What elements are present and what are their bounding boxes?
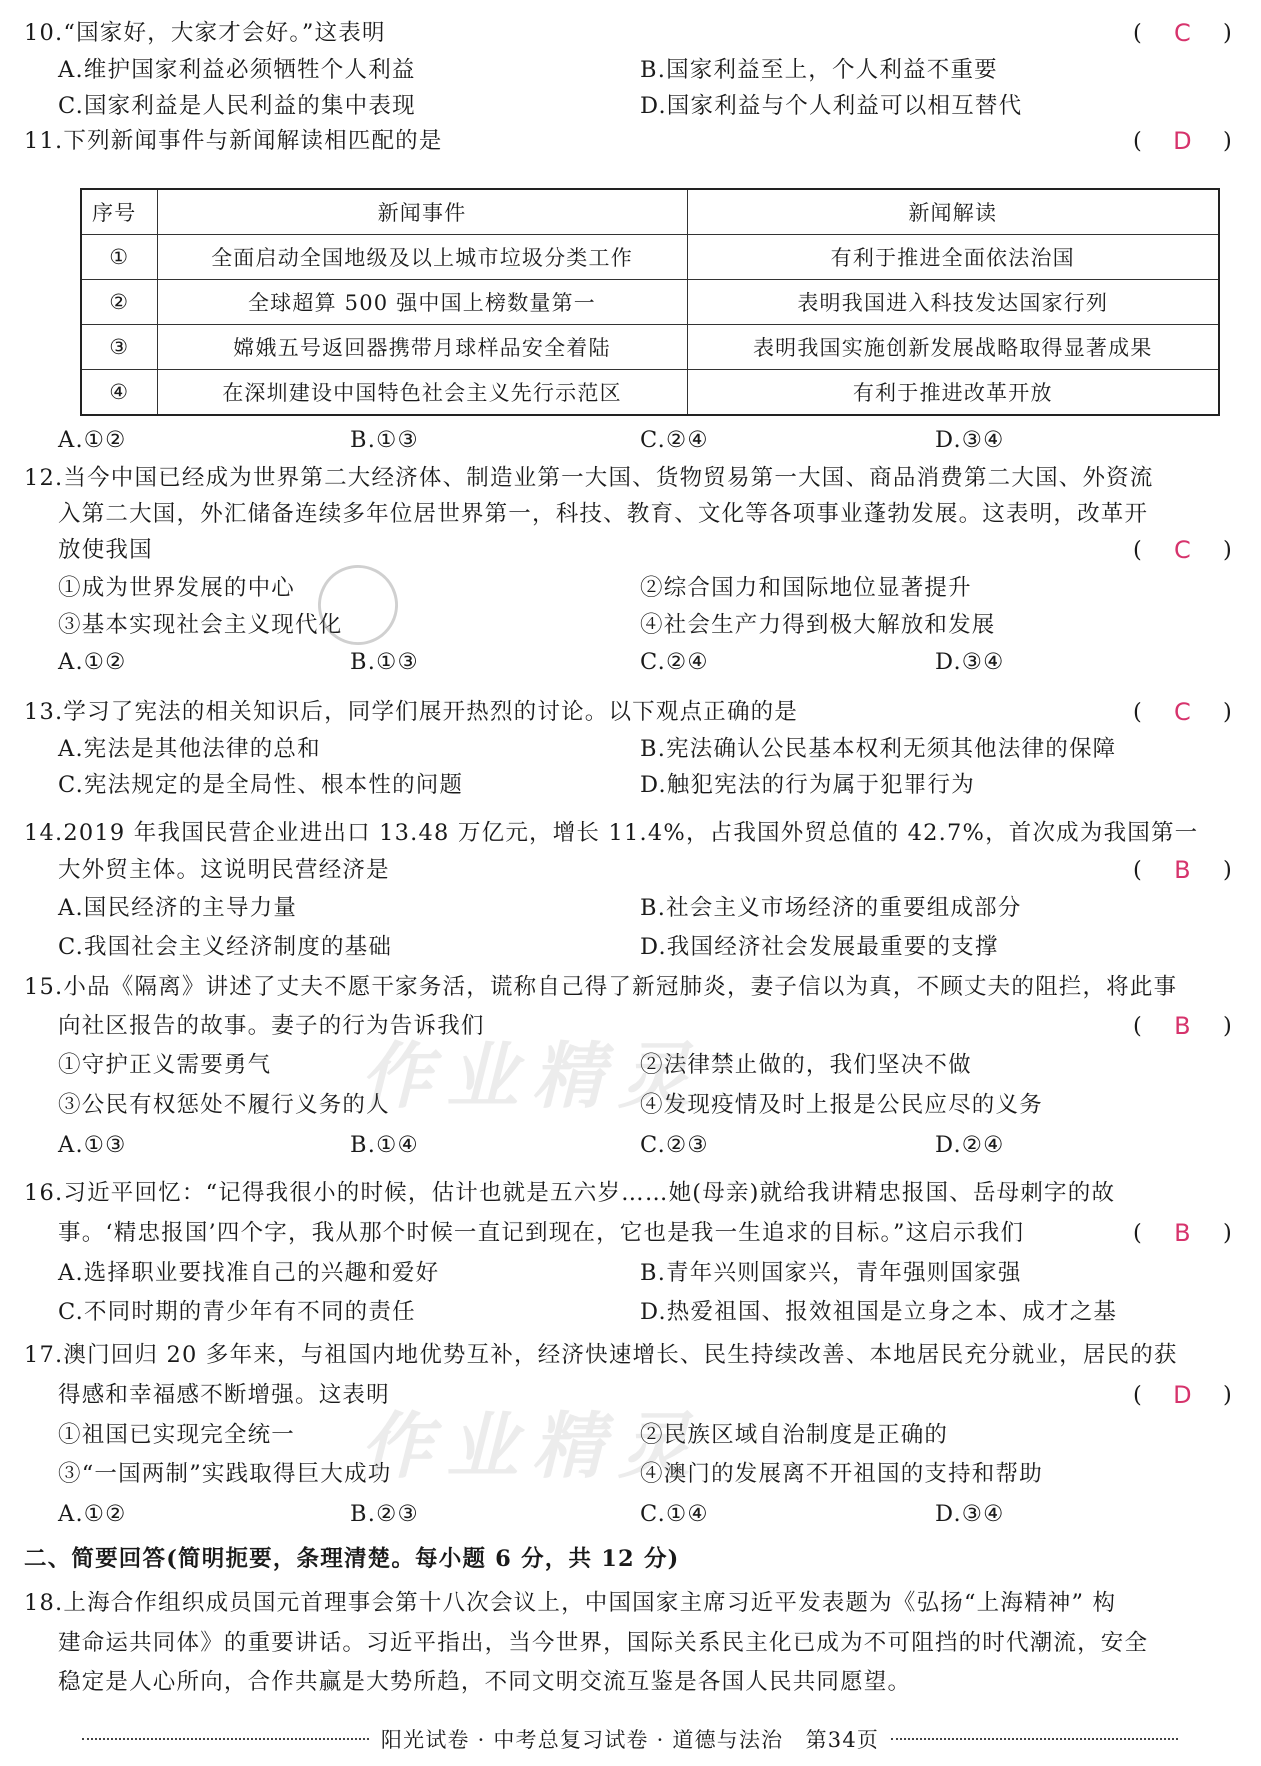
q16-option-c: C.不同时期的青少年有不同的责任 bbox=[58, 1299, 416, 1325]
row-index: ④ bbox=[81, 370, 157, 416]
q14-option-c: C.我国社会主义经济制度的基础 bbox=[58, 934, 393, 960]
table-row bbox=[81, 325, 1219, 370]
row-event: 全面启动全国地级及以上城市垃圾分类工作 bbox=[157, 235, 687, 280]
row-interpretation: 有利于推进改革开放 bbox=[687, 370, 1219, 416]
q12-line-2: 入第二大国，外汇储备连续多年位居世界第一，科技、教育、文化等各项事业蓬勃发展。这表明，改革开 bbox=[58, 501, 1149, 527]
q16-line-1: 16.习近平回忆：“记得我很小的时候，估计也就是五六岁……她(母亲)就给我讲精忠报国、岳母刺字的故 bbox=[24, 1180, 1116, 1206]
q15-option-a: A.①③ bbox=[58, 1132, 127, 1158]
q12-line-1: 12.当今中国已经成为世界第二大经济体、制造业第一大国、货物贸易第一大国、商品消费第二大国、外资流 bbox=[24, 465, 1154, 491]
q12-line-3: 放使我国 bbox=[58, 537, 153, 563]
row-event: 嫦娥五号返回器携带月球样品安全着陆 bbox=[157, 325, 687, 370]
q15-option-d: D.②④ bbox=[935, 1132, 1005, 1158]
q11-answer: ( D ) bbox=[1133, 127, 1233, 155]
footer-dots-right bbox=[891, 1738, 1178, 1740]
q14-answer: ( B ) bbox=[1133, 856, 1233, 884]
footer-dots-left bbox=[82, 1738, 369, 1740]
q10-stem: 10.“国家好，大家才会好。”这表明 bbox=[24, 20, 386, 46]
q15-answer: ( B ) bbox=[1133, 1012, 1233, 1040]
footer-text: 阳光试卷 · 中考总复习试卷 · 道德与法治 第34页 bbox=[380, 1728, 880, 1752]
q12-item-3: ③基本实现社会主义现代化 bbox=[58, 612, 343, 638]
q17-item-2: ②民族区域自治制度是正确的 bbox=[640, 1422, 949, 1448]
q11-option-d: D.③④ bbox=[935, 427, 1005, 453]
q15-item-1: ①守护正义需要勇气 bbox=[58, 1052, 272, 1078]
q11-stem: 11.下列新闻事件与新闻解读相匹配的是 bbox=[24, 128, 443, 154]
q10-answer: ( C ) bbox=[1133, 19, 1233, 47]
q18-line-2: 建命运共同体》的重要讲话。习近平指出，当今世界，国际关系民主化已成为不可阻挡的时代潮流，安全 bbox=[58, 1630, 1149, 1656]
q12-option-d: D.③④ bbox=[935, 649, 1005, 675]
watermark: 作业精灵 bbox=[360, 1033, 705, 1118]
q18-line-1: 18.上海合作组织成员国元首理事会第十八次会议上，中国国家主席习近平发表题为《弘扬“上海精神” 构 bbox=[24, 1590, 1117, 1616]
q17-line-1: 17.澳门回归 20 多年来，与祖国内地优势互补，经济快速增长、民生持续改善、本地居民充分就业，居民的获 bbox=[24, 1342, 1178, 1368]
row-index: ① bbox=[81, 235, 157, 280]
q13-option-c: C.宪法规定的是全局性、根本性的问题 bbox=[58, 772, 464, 798]
q11-option-b: B.①③ bbox=[350, 427, 419, 453]
q13-option-b: B.宪法确认公民基本权利无须其他法律的保障 bbox=[640, 736, 1117, 762]
q16-option-b: B.青年兴则国家兴，青年强则国家强 bbox=[640, 1260, 1022, 1286]
q10-option-a: A.维护国家利益必须牺牲个人利益 bbox=[58, 57, 416, 83]
page-footer bbox=[70, 1724, 1190, 1754]
header-interpretation: 新闻解读 bbox=[687, 189, 1219, 235]
q14-option-a: A.国民经济的主导力量 bbox=[58, 895, 298, 921]
q15-line-1: 15.小品《隔离》讲述了丈夫不愿干家务活，谎称自己得了新冠肺炎，妻子信以为真，不顾丈夫的阻拦，将此事 bbox=[24, 974, 1178, 1000]
q10-option-c: C.国家利益是人民利益的集中表现 bbox=[58, 93, 416, 119]
news-table bbox=[80, 188, 1220, 416]
table-header-row bbox=[81, 189, 1219, 235]
row-index: ② bbox=[81, 280, 157, 325]
q12-item-1: ①成为世界发展的中心 bbox=[58, 575, 296, 601]
row-event: 在深圳建设中国特色社会主义先行示范区 bbox=[157, 370, 687, 416]
table-row bbox=[81, 370, 1219, 416]
q10-option-d: D.国家利益与个人利益可以相互替代 bbox=[640, 93, 1023, 119]
q16-option-a: A.选择职业要找准自己的兴趣和爱好 bbox=[58, 1260, 440, 1286]
q17-line-2: 得感和幸福感不断增强。这表明 bbox=[58, 1382, 390, 1408]
q12-item-2: ②综合国力和国际地位显著提升 bbox=[640, 575, 972, 601]
q17-answer: ( D ) bbox=[1133, 1381, 1233, 1409]
q15-line-2: 向社区报告的故事。妻子的行为告诉我们 bbox=[58, 1013, 485, 1039]
row-interpretation: 表明我国进入科技发达国家行列 bbox=[687, 280, 1219, 325]
q17-option-d: D.③④ bbox=[935, 1501, 1005, 1527]
q17-item-4: ④澳门的发展离不开祖国的支持和帮助 bbox=[640, 1461, 1043, 1487]
q10-option-b: B.国家利益至上，个人利益不重要 bbox=[640, 57, 998, 83]
q18-line-3: 稳定是人心所向，合作共赢是大势所趋，不同文明交流互鉴是各国人民共同愿望。 bbox=[58, 1669, 912, 1695]
q12-answer: ( C ) bbox=[1133, 536, 1233, 564]
q12-option-c: C.②④ bbox=[640, 649, 709, 675]
q12-option-b: B.①③ bbox=[350, 649, 419, 675]
q14-option-d: D.我国经济社会发展最重要的支撑 bbox=[640, 934, 999, 960]
watermark: 作业精灵 bbox=[360, 1403, 705, 1488]
table-row bbox=[81, 280, 1219, 325]
section-heading: 二、简要回答(简明扼要，条理清楚。每小题 6 分，共 12 分) bbox=[24, 1546, 680, 1572]
header-event: 新闻事件 bbox=[157, 189, 687, 235]
row-index: ③ bbox=[81, 325, 157, 370]
q15-item-4: ④发现疫情及时上报是公民应尽的义务 bbox=[640, 1092, 1043, 1118]
q14-line-2: 大外贸主体。这说明民营经济是 bbox=[58, 857, 390, 883]
row-interpretation: 表明我国实施创新发展战略取得显著成果 bbox=[687, 325, 1219, 370]
row-interpretation: 有利于推进全面依法治国 bbox=[687, 235, 1219, 280]
q15-item-3: ③公民有权惩处不履行义务的人 bbox=[58, 1092, 390, 1118]
q11-option-c: C.②④ bbox=[640, 427, 709, 453]
q13-option-d: D.触犯宪法的行为属于犯罪行为 bbox=[640, 772, 975, 798]
q15-item-2: ②法律禁止做的，我们坚决不做 bbox=[640, 1052, 972, 1078]
q17-option-c: C.①④ bbox=[640, 1501, 709, 1527]
q12-option-a: A.①② bbox=[58, 649, 127, 675]
q16-answer: ( B ) bbox=[1133, 1219, 1233, 1247]
q16-option-d: D.热爱祖国、报效祖国是立身之本、成才之基 bbox=[640, 1299, 1118, 1325]
q13-stem: 13.学习了宪法的相关知识后，同学们展开热烈的讨论。以下观点正确的是 bbox=[24, 699, 799, 725]
q13-option-a: A.宪法是其他法律的总和 bbox=[58, 736, 321, 762]
header-index: 序号 bbox=[81, 189, 157, 235]
q17-option-a: A.①② bbox=[58, 1501, 127, 1527]
q15-option-c: C.②③ bbox=[640, 1132, 709, 1158]
q16-line-2: 事。‘精忠报国’四个字，我从那个时候一直记到现在，它也是我一生追求的目标。”这启示我们 bbox=[58, 1220, 1025, 1246]
q12-item-4: ④社会生产力得到极大解放和发展 bbox=[640, 612, 996, 638]
q14-option-b: B.社会主义市场经济的重要组成部分 bbox=[640, 895, 1022, 921]
q17-option-b: B.②③ bbox=[350, 1501, 419, 1527]
watermark-stamp-icon bbox=[308, 555, 409, 656]
q15-option-b: B.①④ bbox=[350, 1132, 419, 1158]
q14-line-1: 14.2019 年我国民营企业进出口 13.48 万亿元，增长 11.4%，占我国外贸总值的 42.7%，首次成为我国第一 bbox=[24, 820, 1199, 846]
table-row bbox=[81, 235, 1219, 280]
q17-item-1: ①祖国已实现完全统一 bbox=[58, 1422, 296, 1448]
row-event: 全球超算 500 强中国上榜数量第一 bbox=[157, 280, 687, 325]
q11-option-a: A.①② bbox=[58, 427, 127, 453]
q17-item-3: ③“一国两制”实践取得巨大成功 bbox=[58, 1461, 392, 1487]
q13-answer: ( C ) bbox=[1133, 698, 1233, 726]
